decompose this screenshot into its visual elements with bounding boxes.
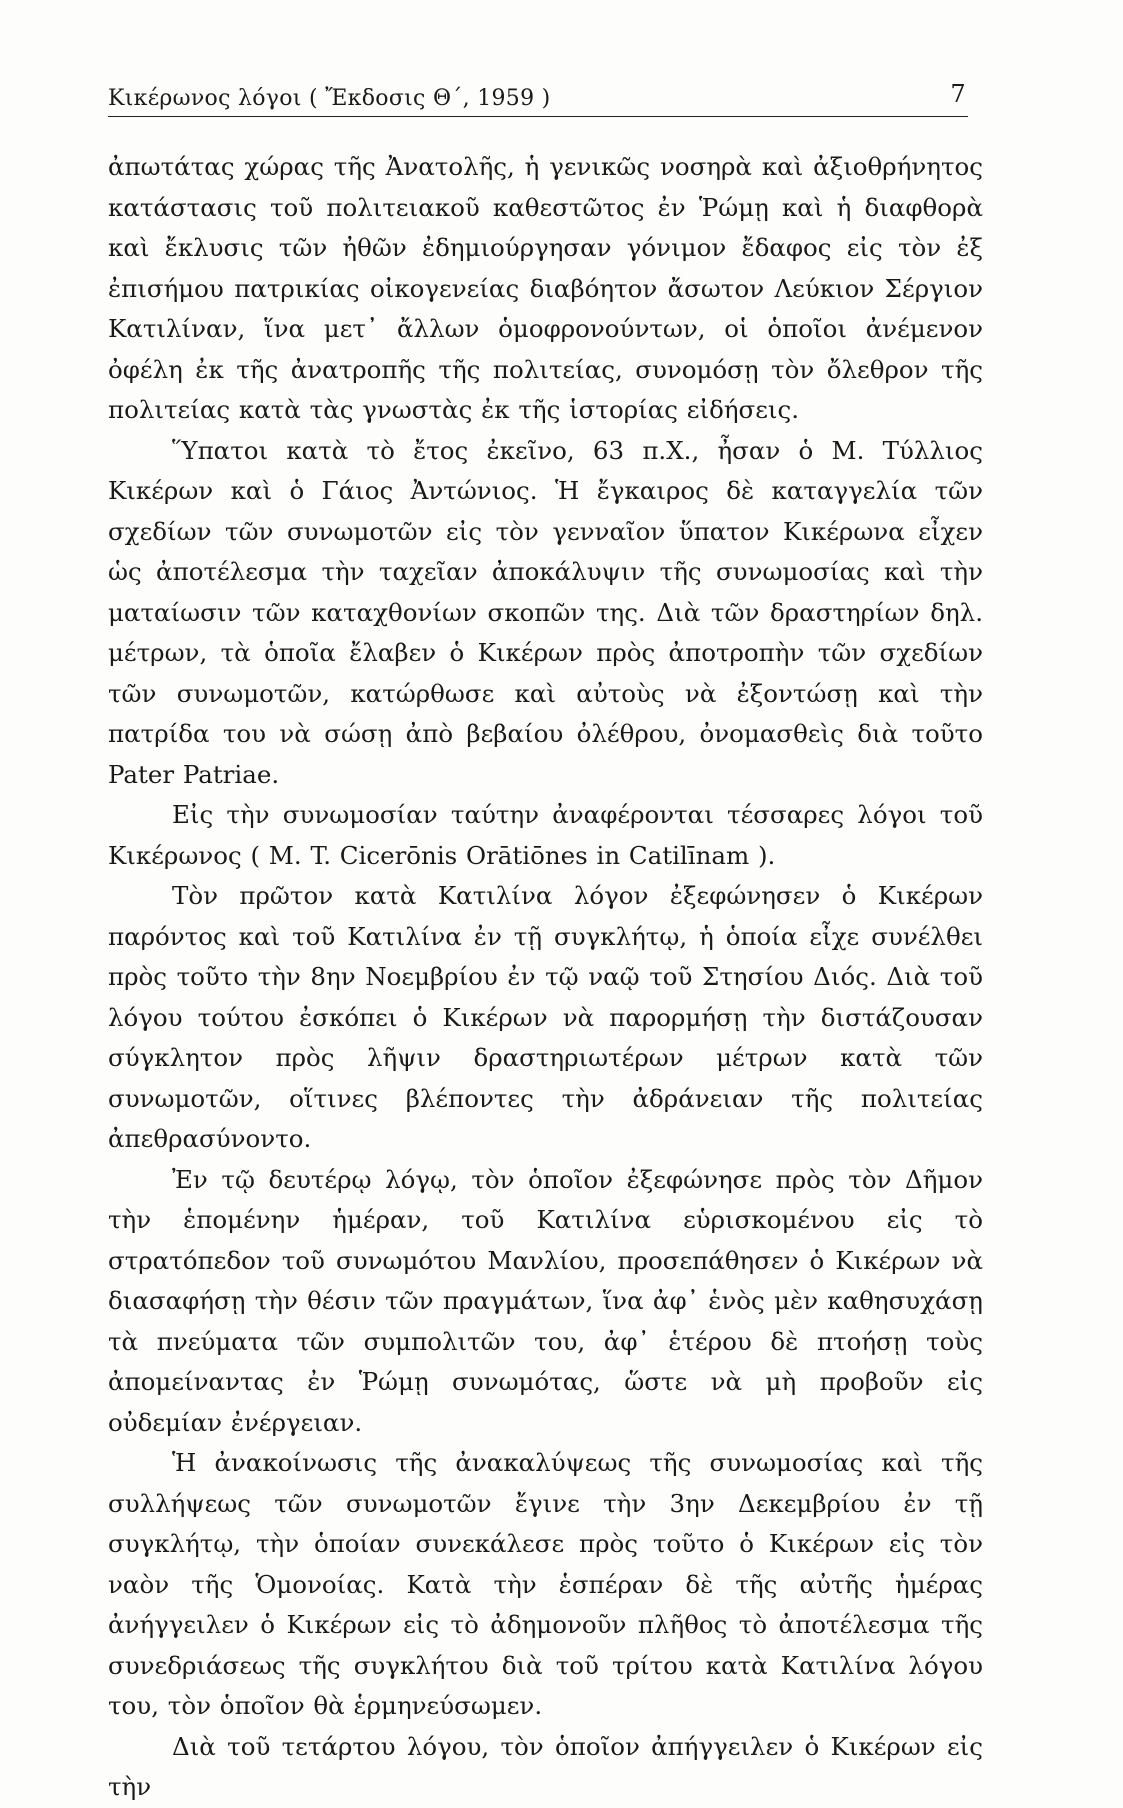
paragraph-6: Ἡ ἀνακοίνωσις τῆς ἀνακαλύψεως τῆς συνωμοσίας καὶ τῆς συλλήψεως τῶν συνωμοτῶν ἔγινε τὴν 3ην Δεκεμβρίου ἐν τῇ συγκλήτῳ, τὴν ὁποίαν συνεκάλεσε πρὸς τοῦτο ὁ Κικέρων εἰς τὸν ναὸν τῆς Ὁμονοίας. Κατὰ τὴν ἑσπέραν δὲ τῆς αὐτῆς ἡμέρας ἀνήγγειλεν ὁ Κικέρων εἰς τὸ ἀδημονοῦν πλῆθος τὸ ἀποτέλεσμα τῆς συνεδριάσεως τῆς συγκλήτου διὰ τοῦ τρίτου κατὰ Κατιλίνα λόγου του, τὸν ὁποῖον θὰ ἑρμηνεύσωμεν.	[108, 1448, 983, 1720]
page-number: 7	[950, 80, 966, 108]
paragraph-2: Ὕπατοι κατὰ τὸ ἔτος ἐκεῖνο, 63 π.Χ., ἦσαν ὁ Μ. Τύλλιος Κικέρων καὶ ὁ Γάιος Ἀντώνιος. Ἡ ἔγκαιρος δὲ καταγγελία τῶν σχεδίων τῶν συνωμοτῶν εἰς τὸν γενναῖον ὕπατον Κικέρωνα εἶχεν ὡς ἀποτέλεσμα τὴν ταχεῖαν ἀποκάλυψιν τῆς συνωμοσίας καὶ τὴν ματαίωσιν τῶν καταχθονίων σκοπῶν της. Διὰ τῶν δραστηρίων δηλ. μέτρων, τὰ ὁποῖα ἔλαβεν ὁ Κικέρων πρὸς ἀποτροπὴν τῶν σχεδίων τῶν συνωμοτῶν, κατώρθωσε καὶ αὐτοὺς νὰ ἐξοντώσῃ καὶ τὴν πατρίδα του νὰ σώσῃ ἀπὸ βεβαίου ὀλέθρου, ὀνομασθεὶς διὰ τοῦτο Pater Patriae.	[108, 435, 983, 789]
paragraph-1: ἀπωτάτας χώρας τῆς Ἀνατολῆς, ἡ γενικῶς νοσηρὰ καὶ ἀξιοθρήνητος κατάστασις τοῦ πολιτειακοῦ καθεστῶτος ἐν Ῥώμῃ καὶ ἡ διαφθορὰ καὶ ἔκλυσις τῶν ἠθῶν ἐδημιούργησαν γόνιμον ἔδαφος εἰς τὸν ἐξ ἐπισήμου πατρικίας οἰκογενείας διαβόητον ἄσωτον Λεύκιον Σέργιον Κατιλίναν, ἵνα μετ᾽ ἄλλων ὁμοφρονούντων, οἱ ὁποῖοι ἀνέμενον ὀφέλη ἐκ τῆς ἀνατροπῆς τῆς πολιτείας, συνομόσῃ τὸν ὄλεθρον τῆς πολιτείας κατὰ τὰς γνωστὰς ἐκ τῆς ἱστορίας εἰδήσεις.	[108, 152, 983, 424]
paragraph-4: Τὸν πρῶτον κατὰ Κατιλίνα λόγον ἐξεφώνησεν ὁ Κικέρων παρόντος καὶ τοῦ Κατιλίνα ἐν τῇ συγκλήτῳ, ἡ ὁποία εἶχε συνέλθει πρὸς τοῦτο τὴν 8ην Νοεμβρίου ἐν τῷ ναῷ τοῦ Στησίου Διός. Διὰ τοῦ λόγου τούτου ἐσκόπει ὁ Κικέρων νὰ παρορμήσῃ τὴν διστάζουσαν σύγκλητον πρὸς λῆψιν δραστηριωτέρων μέτρων κατὰ τῶν συνωμοτῶν, οἵτινες βλέποντες τὴν ἀδράνειαν τῆς πολιτείας ἀπεθρασύνοντο.	[108, 881, 983, 1153]
running-title: Κικέρωνος λόγοι ( Ἔκδοσις Θ΄, 1959 )	[108, 86, 551, 111]
book-page	[108, 80, 988, 1808]
body-text	[108, 147, 983, 1808]
paragraph-7: Διὰ τοῦ τετάρτου λόγου, τὸν ὁποῖον ἀπήγγειλεν ὁ Κικέρων εἰς τὴν	[108, 1731, 983, 1801]
header-rule	[108, 116, 968, 117]
paragraph-3: Εἰς τὴν συνωμοσίαν ταύτην ἀναφέρονται τέσσαρες λόγοι τοῦ Κικέρωνος ( M. T. Cicerōnis Orātiōnes in Catilīnam ).	[108, 800, 983, 870]
paragraph-5: Ἐν τῷ δευτέρῳ λόγῳ, τὸν ὁποῖον ἐξεφώνησε πρὸς τὸν Δῆμον τὴν ἑπομένην ἡμέραν, τοῦ Κατιλίνα εὑρισκομένου εἰς τὸ στρατόπεδον τοῦ συνωμότου Μανλίου, προσεπάθησεν ὁ Κικέρων νὰ διασαφήσῃ τὴν θέσιν τῶν πραγμάτων, ἵνα ἀφ᾽ ἑνὸς μὲν καθησυχάσῃ τὰ πνεύματα τῶν συμπολιτῶν του, ἀφ᾽ ἑτέρου δὲ πτοήσῃ τοὺς ἀπομείναντας ἐν Ῥώμῃ συνωμότας, ὥστε νὰ μὴ προβοῦν εἰς οὐδεμίαν ἐνέργειαν.	[108, 1164, 983, 1437]
running-header	[108, 80, 988, 114]
